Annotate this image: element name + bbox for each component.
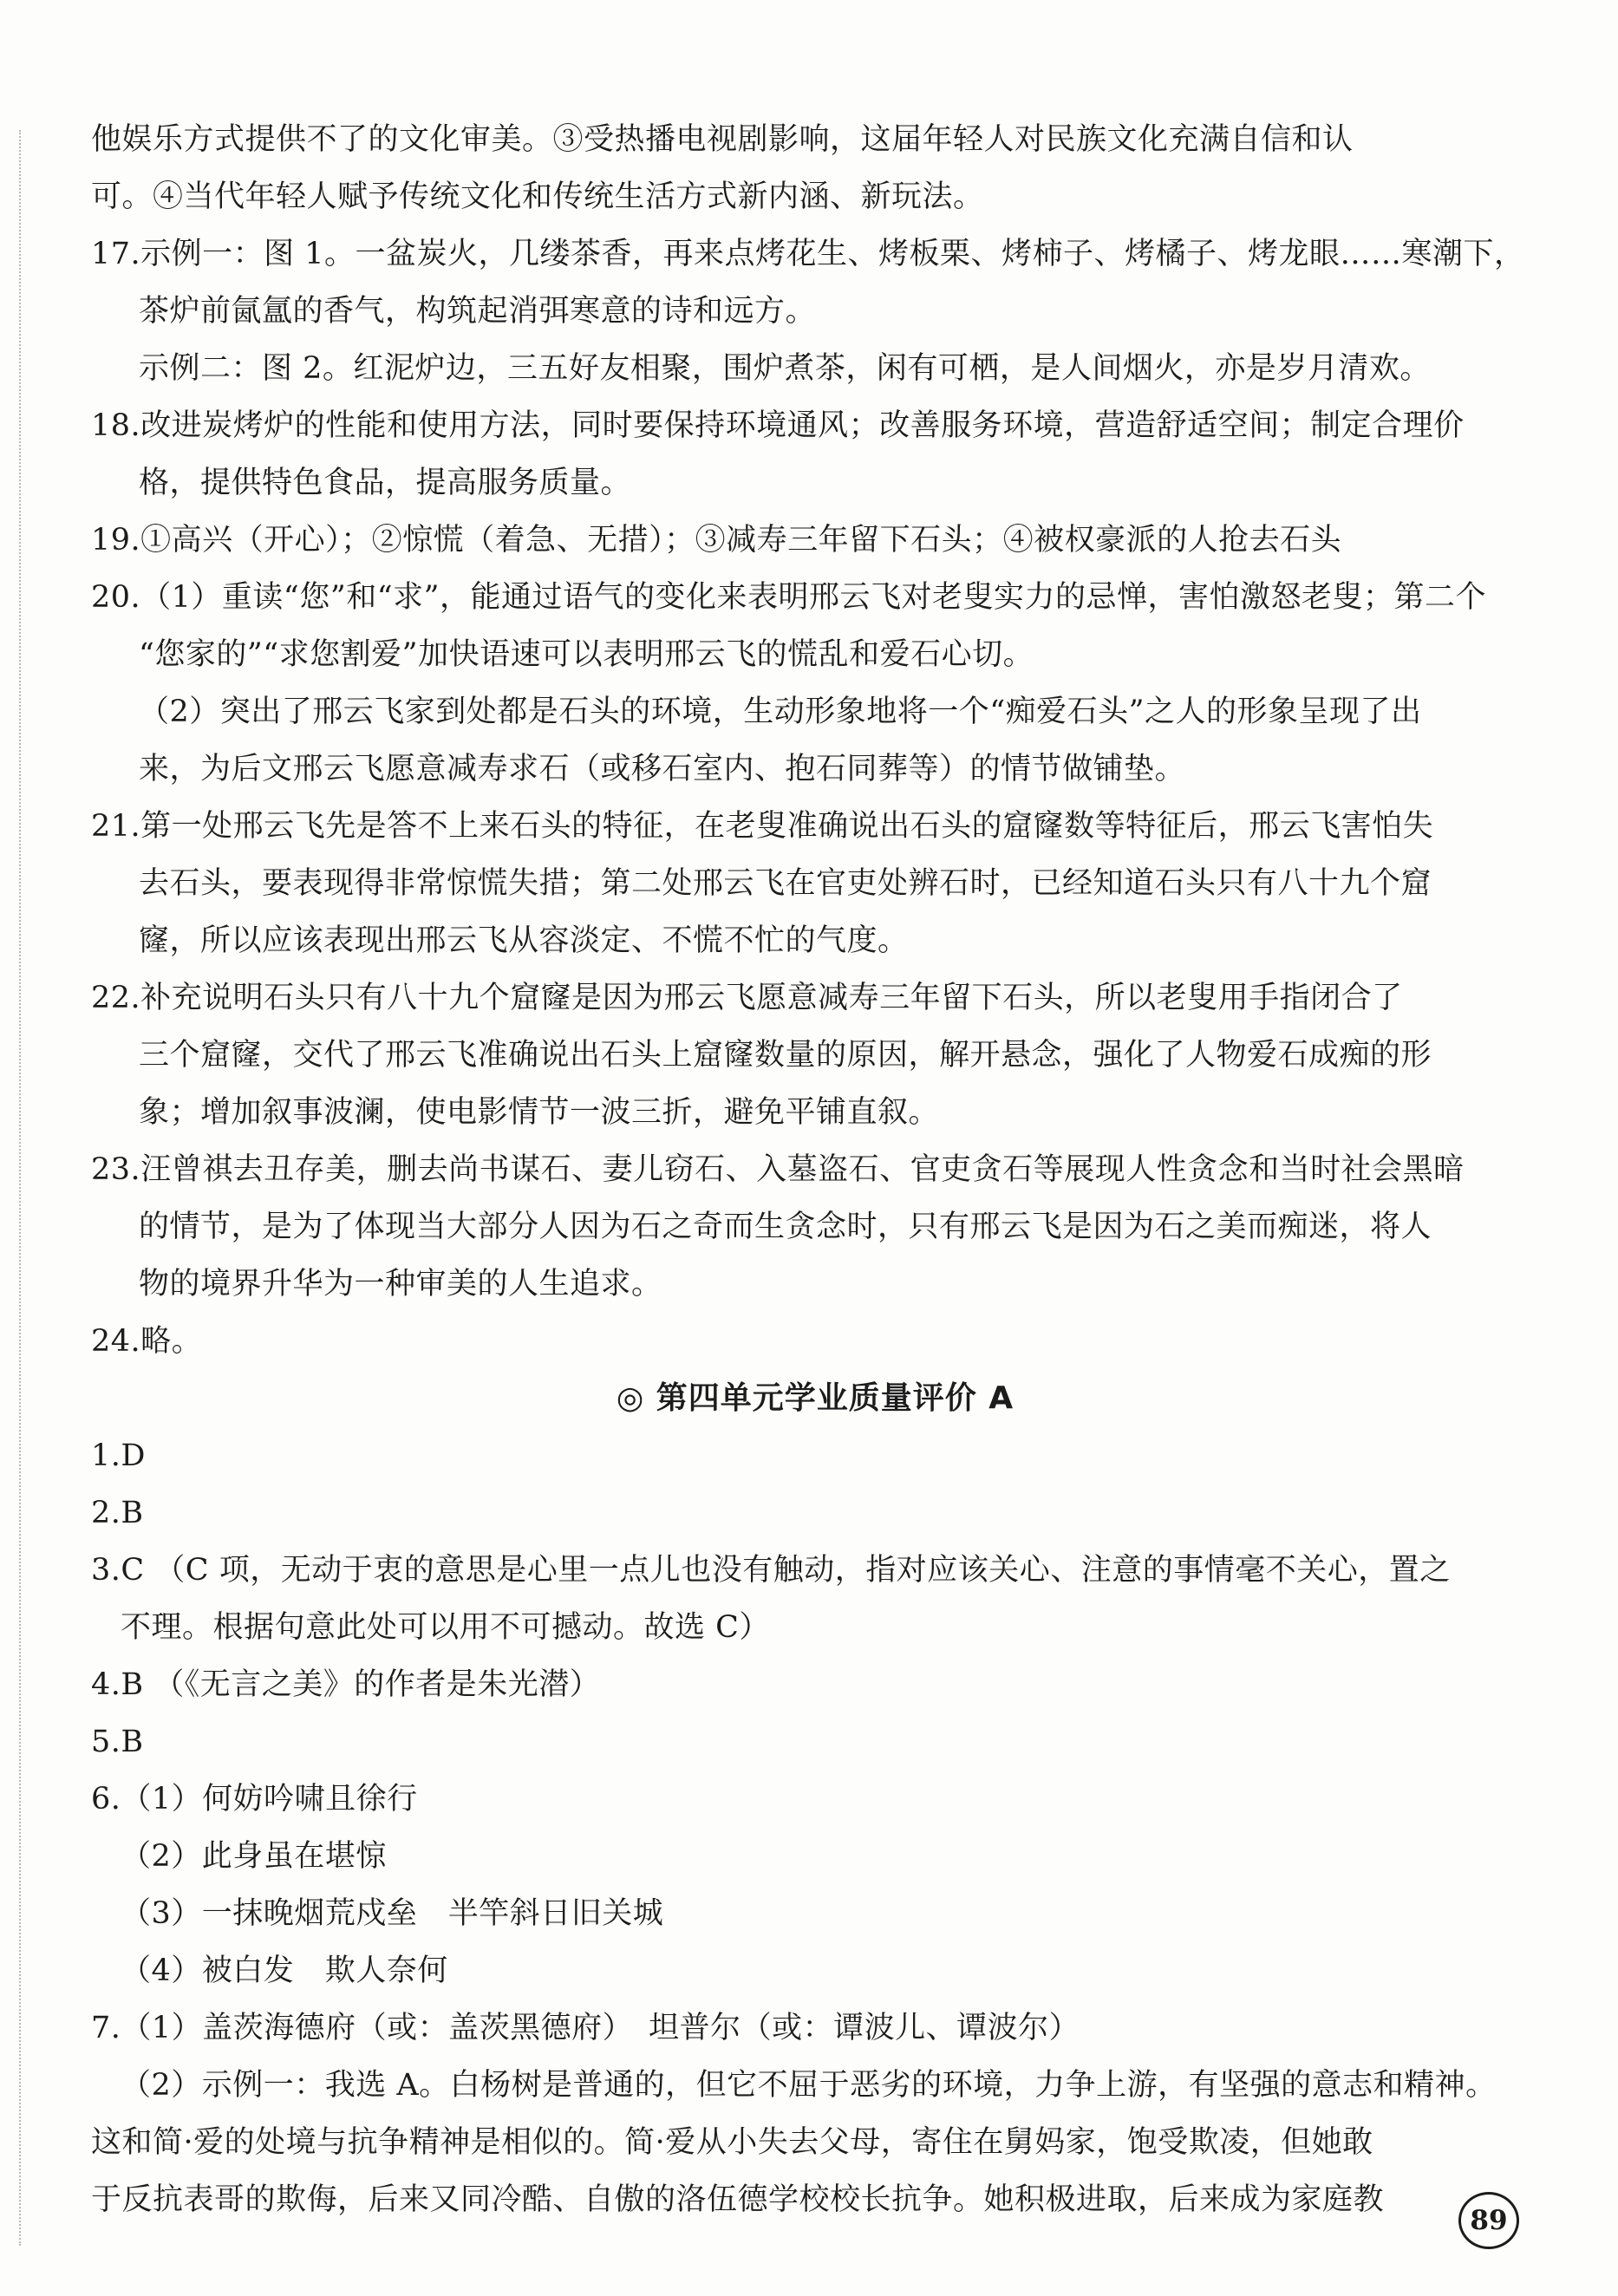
answer-5-line: 5.B [91,1725,144,1759]
text-line: （3）一抹晚烟荒戍垒 半竿斜日旧关城 [121,1896,664,1931]
answer-6-line: 6.（1）何妨吟啸且徐行 [91,1782,418,1817]
text-line: 不理。根据句意此处可以用不可撼动。故选 C） [121,1610,770,1645]
answer-1-line: 1.D [91,1438,146,1473]
answer-24-line: 24.略。 [91,1324,203,1359]
answer-23-line: 23.汪曾祺去丑存美，删去尚书谋石、妻儿窃石、入墓盗石、官吏贪石等展现人性贪念和当时社会黑暗 [91,1152,1465,1187]
answer-key-page [91,111,1539,2228]
answer-18-line: 18.改进炭烤炉的性能和使用方法，同时要保持环境通风；改善服务环境，营造舒适空间；制定合理价 [91,408,1465,443]
text-line: 格，提供特色食品，提高服务质量。 [139,466,632,500]
answer-21-line: 21.第一处邢云飞先是答不上来石头的特征，在老叟准确说出石头的窟窿数等特征后，邢云飞害怕失 [91,809,1434,844]
text-line: 于反抗表哥的欺侮，后来又同冷酷、自傲的洛伍德学校校长抗争。她积极进取，后来成为家庭教 [91,2182,1385,2217]
text-line: 的情节，是为了体现当大部分人因为石之奇而生贪念时，只有邢云飞是因为石之美而痴迷，将人 [139,1210,1432,1244]
answer-22-line: 22.补充说明石头只有八十九个窟窿是因为邢云飞愿意减寿三年留下石头，所以老叟用手指闭合了 [91,981,1403,1015]
answer-3-line: 3.C （C 项，无动于衷的意思是心里一点儿也没有触动，指对应该关心、注意的事情毫不关心，置之 [91,1553,1451,1588]
text-line: （2）此身虽在堪惊 [121,1839,387,1874]
text-line: 他娱乐方式提供不了的文化审美。③受热播电视剧影响，这届年轻人对民族文化充满自信和认 [91,122,1354,157]
page-number-badge: 89 [1458,2192,1519,2249]
answer-4-line: 4.B （《无言之美》的作者是朱光潜） [91,1667,601,1702]
section-heading: ◎ 第四单元学业质量评价 A [616,1380,1015,1416]
text-line: 这和简·爱的处境与抗争精神是相似的。简·爱从小失去父母，寄住在舅妈家，饱受欺凌，但她敢 [91,2125,1373,2160]
text-line: 物的境界升华为一种审美的人生追求。 [139,1267,662,1301]
answer-2-line: 2.B [91,1496,144,1530]
text-line: 可。④当代年轻人赋予传统文化和传统生活方式新内涵、新玩法。 [91,179,984,214]
text-line: 来，为后文邢云飞愿意减寿求石（或移石室内、抱石同葬等）的情节做铺垫。 [139,752,1186,786]
text-line: 象；增加叙事波澜，使电影情节一波三折，避免平铺直叙。 [139,1095,940,1130]
answer-7-line: 7.（1）盖茨海德府（或：盖茨黑德府） 坦普尔（或：谭波儿、谭波尔） [91,2011,1080,2045]
text-line: 三个窟窿，交代了邢云飞准确说出石头上窟窿数量的原因，解开悬念，强化了人物爱石成痴的形 [139,1038,1432,1073]
text-line: （4）被白发 欺人奈何 [121,1954,448,1988]
text-line: （2）示例一：我选 A。白杨树是普通的，但它不屈于恶劣的环境，力争上游，有坚强的意志和精神。 [121,2068,1497,2103]
answer-17-line: 17.示例一：图 1。一盆炭火，几缕茶香，再来点烤花生、烤板栗、烤柿子、烤橘子、烤龙眼……寒潮下， [91,237,1525,271]
answer-19-line: 19.①高兴（开心）；②惊慌（着急、无措）；③减寿三年留下石头；④被权豪派的人抢去石头 [91,523,1342,558]
text-line: （2）突出了邢云飞家到处都是石头的环境，生动形象地将一个“痴爱石头”之人的形象呈现了出 [139,695,1422,729]
binding-edge-rule [19,130,21,2246]
text-line: 窿，所以应该表现出邢云飞从容淡定、不慌不忙的气度。 [139,923,909,958]
answer-20-line: 20.（1）重读“您”和“求”，能通过语气的变化来表明邢云飞对老叟实力的忌惮，害怕激怒老叟；第二个 [91,580,1487,615]
text-line: 茶炉前氤氲的香气，构筑起消弭寒意的诗和远方。 [139,294,817,329]
text-line: 去石头，要表现得非常惊慌失措；第二处邢云飞在官吏处辨石时，已经知道石头只有八十九个窟 [139,866,1432,901]
text-line: 示例二：图 2。红泥炉边，三五好友相聚，围炉煮茶，闲有可栖，是人间烟火，亦是岁月清欢。 [139,351,1431,386]
text-line: “您家的”“求您割爱”加快语速可以表明邢云飞的慌乱和爱石心切。 [139,637,1034,672]
